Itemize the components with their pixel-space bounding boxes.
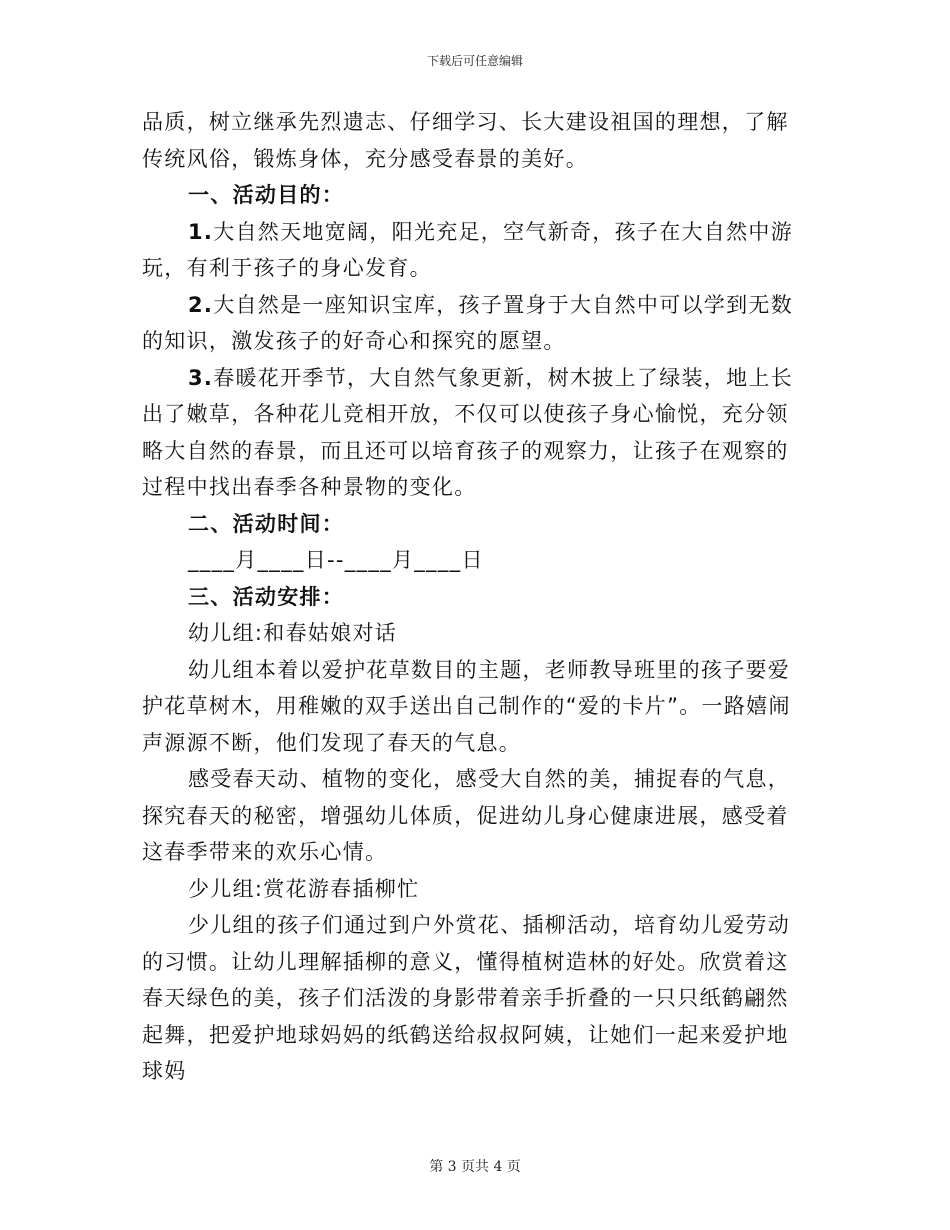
group-title-kindergarten: 幼儿组:和春姑娘对话 [188,621,398,645]
paragraph-continuation: 品质，树立继承先烈遗志、仔细学习、长大建设祖国的理想，了解传统风俗，锻炼身体，充分感受春景的美好。 [142,110,789,171]
section-heading-arrangement: 三、活动安排： [188,584,345,609]
section-heading-purpose: 一、活动目的： [188,183,345,207]
section-heading-time: 二、活动时间： [188,511,345,536]
paragraph: 少儿组的孩子们通过到户外赏花、插柳活动，培育幼儿爱劳动的习惯。让幼儿理解插柳的意义，懂得植树造林的好处。欣赏着这春天绿色的美，孩子们活泼的身影带着亲手折叠的一只只纸鹤翩然起舞，把爱护地球妈妈的纸鹤送给叔叔阿姨，让她们一起来爱护地球妈 [142,913,791,1083]
list-item-1 [142,214,810,287]
list-number: 3. [188,365,214,390]
document-body [142,104,810,1090]
paragraph: 幼儿组本着以爱护花草数目的主题，老师教导班里的孩子要爱护花草树木，用稚嫩的双手送出自己制作的“爱的卡片”。一路嬉闹声源源不断，他们发现了春天的气息。 [142,657,791,755]
list-number: 2. [188,292,214,317]
group-title-children: 少儿组:赏花游春插柳忙 [188,876,420,901]
paragraph: 感受春天动、植物的变化，感受大自然的美，捕捉春的气息，探究春天的秘密，增强幼儿体质，促进幼儿身心健康进展，感受着这春季带来的欢乐心情。 [142,767,791,864]
list-number: 1. [188,219,214,244]
list-item-text: 大自然天地宽阔，阳光充足，空气新奇，孩子在大自然中游玩，有利于孩子的身心发育。 [142,219,794,280]
list-item-text: 大自然是一座知识宝库，孩子置身于大自然中可以学到无数的知识，激发孩子的好奇心和探究的愿望。 [142,292,794,353]
list-item-2 [142,287,810,360]
list-item-3 [142,360,810,506]
page-header: 下载后可任意编辑 [426,54,523,68]
time-line: ____月____日--____月____日 [188,548,484,572]
list-item-text: 春暖花开季节，大自然气象更新，树木披上了绿装，地上长出了嫩草，各种花儿竞相开放，不仅可以使孩子身心愉悦，充分领略大自然的春景，而且还可以培育孩子的观察力，让孩子在观察的过程中找出春季各种景物的变化。 [142,365,794,499]
page-footer: 第 3 页共 4 页 [429,1159,521,1175]
